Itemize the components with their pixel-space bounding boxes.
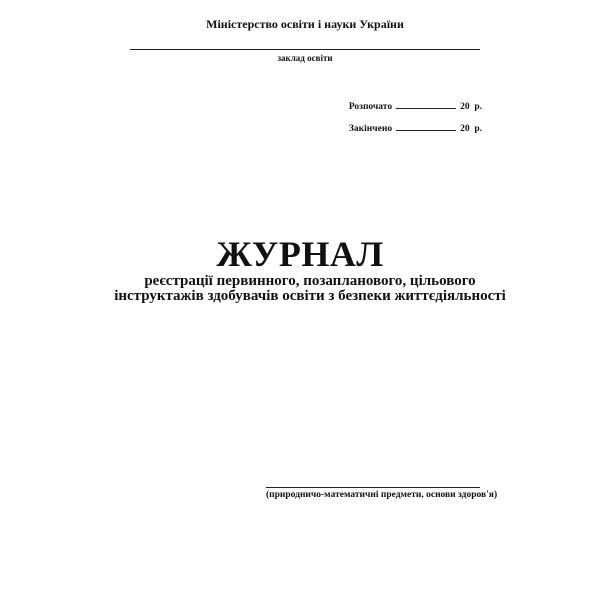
institution-label: заклад освіти: [277, 53, 333, 63]
journal-subtitle-line2: інструктажів здобувачів освіти з безпеки життєдіяльності: [114, 288, 506, 304]
started-date-row: [349, 99, 482, 112]
subjects-label: (природничо-математичні предмети, основи здоров'я): [266, 490, 498, 500]
institution-underline: [130, 49, 480, 50]
year-prefix: 20: [460, 102, 470, 112]
year-suffix: р.: [474, 124, 482, 134]
ministry-heading: Міністерство освіти і науки України: [206, 17, 404, 31]
started-label: Розпочато: [348, 102, 393, 112]
year-prefix: 20: [460, 124, 470, 134]
subjects-underline: [266, 487, 480, 488]
journal-title: ЖУРНАЛ: [216, 234, 384, 274]
journal-subtitle-line1: реєстрації первинного, позапланового, цільового: [144, 273, 476, 289]
year-suffix: р.: [474, 102, 482, 112]
ended-date-row: [349, 121, 482, 134]
ended-date-blank: [396, 121, 456, 131]
ended-label: Закінчено: [348, 124, 393, 134]
started-date-blank: [396, 99, 456, 109]
